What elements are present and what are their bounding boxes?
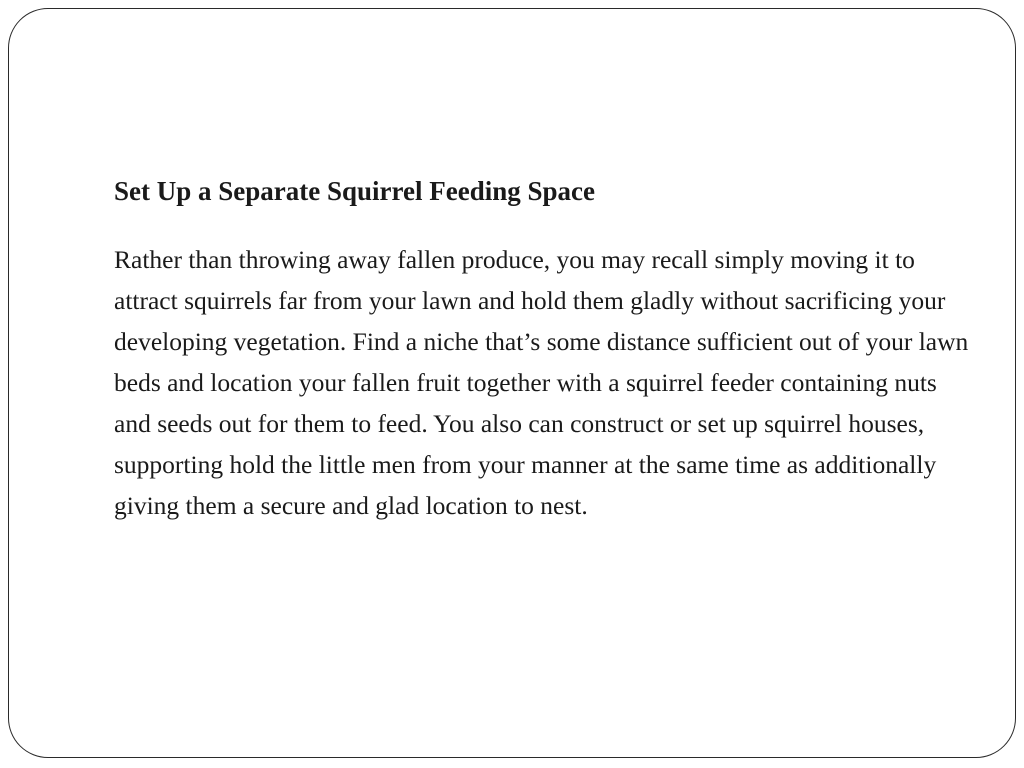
slide-heading: Set Up a Separate Squirrel Feeding Space [114, 176, 595, 206]
slide-paragraph: Rather than throwing away fallen produce, you may recall simply moving it to attract squirrels far from your lawn and hold them gladly without sacrificing your developing vegetation. Find a niche that’s some distance sufficient out of your lawn beds and location your fallen fruit together with a squirrel feeder containing nuts and seeds out for them to feed. You also can construct or set up squirrel houses, supporting hold the little men from your manner at the same time as additionally giving them a secure and glad location to nest. [114, 245, 969, 521]
slide-frame [8, 8, 1016, 758]
slide-content [114, 174, 974, 526]
